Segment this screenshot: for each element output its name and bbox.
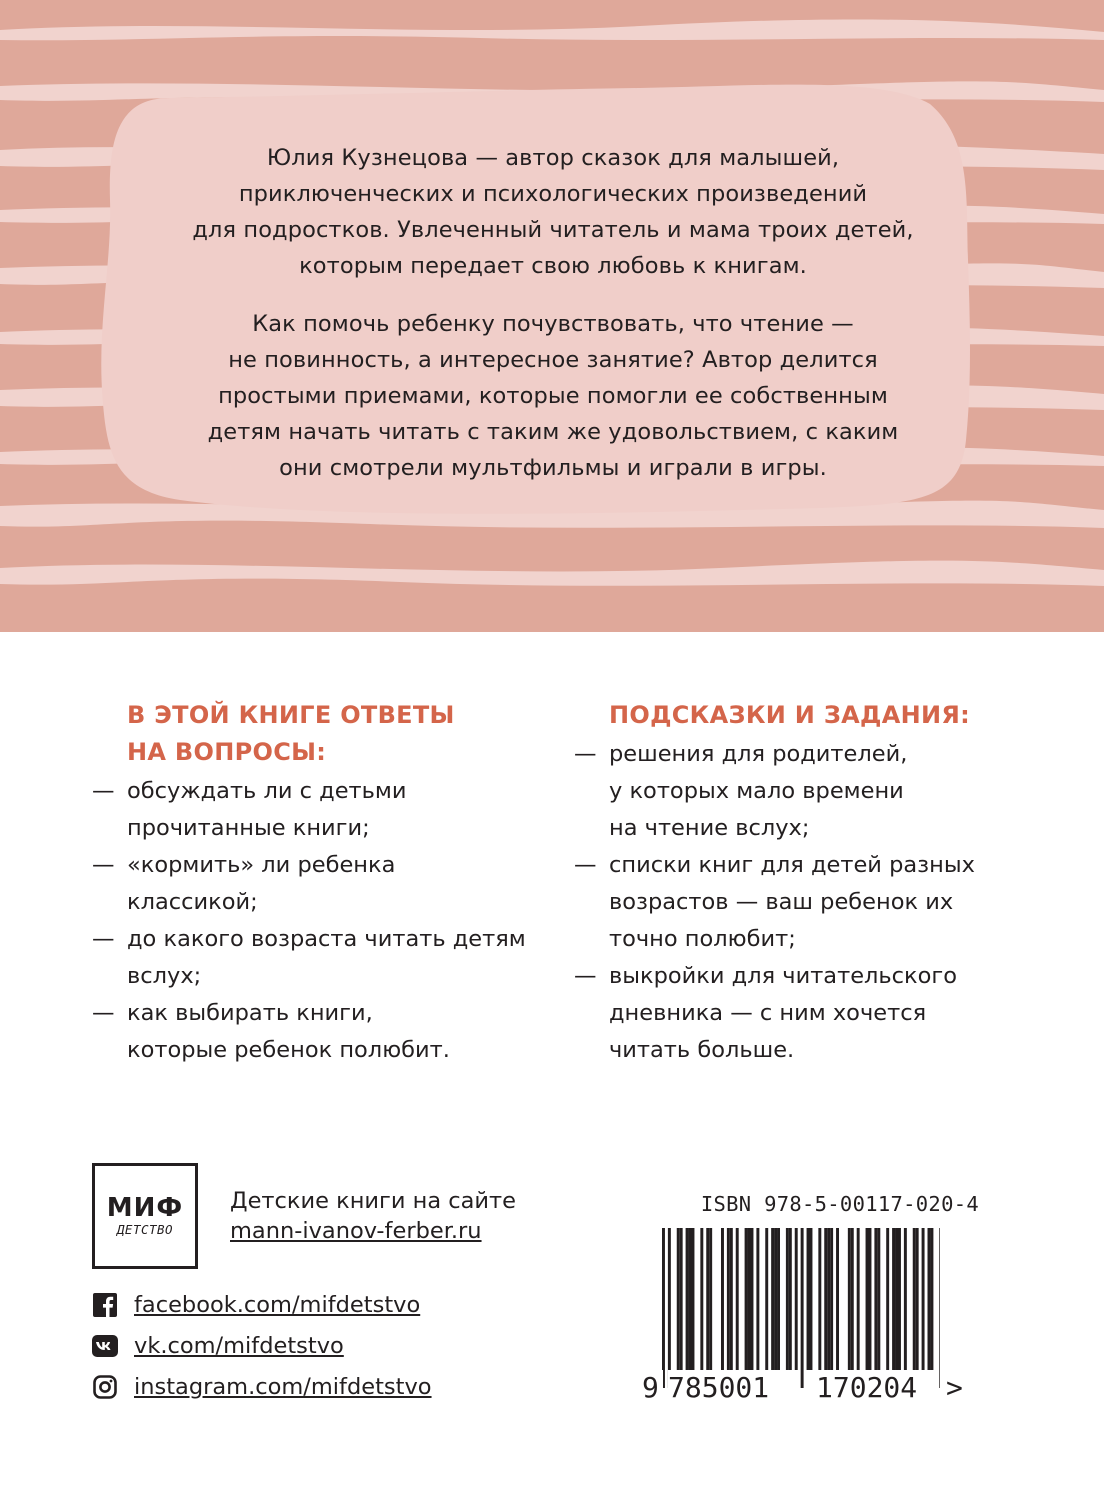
barcode-bar [677,1228,680,1370]
barcode-bar [689,1228,692,1370]
book-summary-paragraph [150,306,956,486]
barcode-bar [801,1228,804,1388]
item-line: — обсуждать ли с детьми [127,778,407,804]
text-line: простыми приемами, которые помогли ее собственным [218,383,888,409]
barcode-bar [774,1228,777,1370]
barcode-digits-group2: 170204 [816,1371,918,1404]
barcode-bar [736,1228,739,1370]
text-line: приключенческих и психологических произведений [238,181,868,207]
social-link-facebook[interactable] [92,1290,420,1320]
social-link-instagram[interactable] [92,1372,432,1402]
item-line: которые ребенок полюбит. [127,1037,450,1063]
barcode-bar [913,1228,916,1370]
list-item [92,995,562,1069]
item-line: классикой; [127,889,258,915]
social-link-vk[interactable] [92,1331,344,1361]
barcode-bar [851,1228,854,1370]
barcode-bar [706,1228,709,1370]
item-line: — как выбирать книги, [127,1000,373,1026]
barcode-bar [866,1228,869,1370]
instagram-icon [92,1374,118,1400]
barcode-bar [930,1228,933,1370]
barcode-bar [771,1228,774,1370]
barcode-bar [751,1228,754,1370]
barcode-bar [789,1228,792,1370]
barcode-bar [765,1228,768,1370]
questions-list [92,773,562,1069]
barcode-bar [810,1228,813,1370]
site-label: Детские книги на сайте [230,1188,517,1214]
instagram-link[interactable]: instagram.com/mifdetstvo [134,1374,432,1400]
facebook-icon [92,1292,118,1318]
site-link[interactable]: mann-ivanov-ferber.ru [230,1218,482,1244]
barcode-bar [898,1228,901,1370]
text-line: Как помочь ребенку почувствовать, что чтение — [252,311,854,337]
barcode-bar [700,1228,703,1370]
logo-main-text: МИФ [106,1193,184,1223]
item-line: точно полюбит; [609,926,796,952]
logo-sub-text: ДЕТСТВО [116,1222,174,1237]
barcode-bar [892,1228,895,1370]
item-line: прочитанные книги; [127,815,370,841]
text-line: Юлия Кузнецова — автор сказок для малышей, [266,145,840,171]
barcode-bar [939,1228,940,1388]
barcode-bar [795,1228,798,1370]
barcode-bar [807,1228,810,1370]
barcode-bar [686,1228,689,1370]
barcode-bar [662,1228,665,1388]
barcode-digits-group1: 785001 [668,1371,770,1404]
questions-section [92,697,562,1069]
vk-link[interactable]: vk.com/mifdetstvo [134,1333,344,1359]
list-item [92,921,562,995]
heading-line: ПОДСКАЗКИ И ЗАДАНИЯ: [609,701,971,729]
author-bio-paragraph [150,140,956,284]
barcode-bar [922,1228,925,1370]
barcode-bar [692,1228,695,1370]
item-line: возрастов — ваш ребенок их [609,889,954,915]
text-line: они смотрели мультфильмы и играли в игры. [279,455,827,481]
heading-line: В ЭТОЙ КНИГЕ ОТВЕТЫ [127,701,455,729]
vk-icon [92,1333,118,1359]
barcode-bar [818,1228,821,1370]
item-line: дневника — с ним хочется [609,1000,927,1026]
questions-heading [127,697,562,771]
barcode-bar [928,1228,931,1370]
barcode-bar [836,1228,839,1370]
barcode-bar [877,1228,880,1370]
list-item [92,847,562,921]
text-line: детям начать читать с таким же удовольствием, с каким [207,419,899,445]
isbn-text: ISBN 978-5-00117-020-4 [700,1192,979,1216]
list-item [574,847,1074,958]
barcode-bar [857,1228,860,1370]
barcode-bar [721,1228,724,1370]
barcode-bar [895,1228,898,1370]
item-line: на чтение вслух; [609,815,810,841]
facebook-link[interactable]: facebook.com/mifdetstvo [134,1292,421,1318]
list-item [574,958,1074,1069]
text-line: не повинность, а интересное занятие? Автор делится [228,347,878,373]
item-line: — списки книг для детей разных [609,852,975,878]
barcode-bar [886,1228,889,1370]
item-line: читать больше. [609,1037,795,1063]
barcode [640,1228,940,1388]
barcode-bar [824,1228,827,1370]
barcode-bar [848,1228,851,1370]
barcode-bar [756,1228,759,1370]
list-item [92,773,562,847]
barcode-bar [727,1228,730,1370]
item-line: у которых мало времени [609,778,904,804]
barcode-bar [786,1228,789,1370]
item-line: — выкройки для читательского [609,963,957,989]
barcode-digit-first: 9 [642,1370,663,1406]
barcode-arrow: > [946,1371,963,1404]
barcode-bar [777,1228,780,1370]
item-line: — «кормить» ли ребенка [127,852,396,878]
barcode-bar [680,1228,683,1370]
barcode-bar [709,1228,712,1370]
barcode-bar [748,1228,751,1370]
barcode-bar [904,1228,907,1370]
barcode-bar [730,1228,733,1370]
barcode-bar [830,1228,833,1370]
item-line: вслух; [127,963,202,989]
heading-line: НА ВОПРОСЫ: [127,738,327,766]
text-line: которым передает свою любовь к книгам. [299,253,807,279]
barcode-bar [827,1228,830,1370]
barcode-bar [874,1228,877,1370]
item-line: — до какого возраста читать детям [127,926,526,952]
publisher-site [230,1186,516,1246]
barcode-bar [745,1228,748,1370]
publisher-logo [92,1163,198,1269]
list-item [574,736,1074,847]
author-description [150,140,956,486]
barcode-bar [916,1228,919,1370]
text-line: для подростков. Увлеченный читатель и мама троих детей, [192,217,914,243]
item-line: — решения для родителей, [609,741,908,767]
tips-heading [609,697,1074,734]
tips-section [574,697,1074,1069]
barcode-bar [668,1228,671,1388]
tips-list [574,736,1074,1069]
barcode-bar [869,1228,872,1370]
